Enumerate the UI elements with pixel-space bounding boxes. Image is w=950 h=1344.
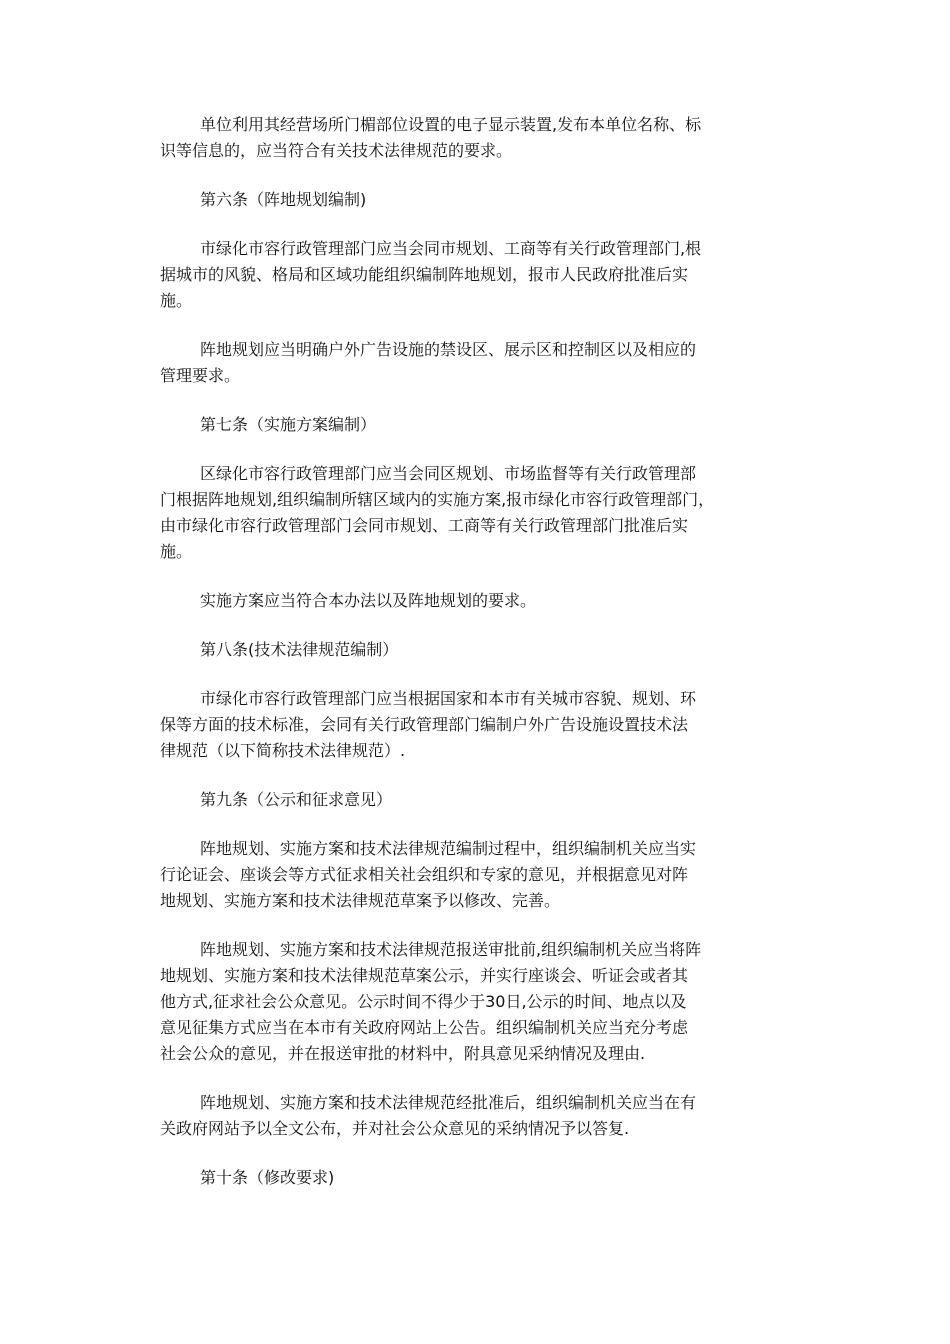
paragraph: 市绿化市容行政管理部门应当根据国家和本市有关城市容貌、规划、环 保等方面的技术标准，会同有关行政管理部门编制户外广告设施设置技术法 律规范（以下简称技术法律规范）. <box>160 689 697 760</box>
article-heading: 第六条（阵地规划编制) <box>200 190 367 209</box>
paragraph: 区绿化市容行政管理部门应当会同区规划、市场监督等有关行政管理部 门根据阵地规划,组织编制所辖区域内的实施方案,报市绿化市容行政管理部门， 由市绿化市容行政管理部门会同市规划、工商等有关行政管理部门批准后实 施。 <box>160 464 715 561</box>
article-heading: 第九条（公示和征求意见） <box>200 790 393 809</box>
document-body <box>160 112 810 1214</box>
article-heading: 第七条（实施方案编制） <box>200 415 377 434</box>
paragraph: 实施方案应当符合本办法以及阵地规划的要求。 <box>200 591 537 610</box>
article-heading: 第八条(技术法律规范编制） <box>200 640 399 659</box>
paragraph: 阵地规划、实施方案和技术法律规范报送审批前,组织编制机关应当将阵 地规划、实施方案和技术法律规范草案公示，并实行座谈会、听证会或者其 他方式,征求社会公众意见。公示时间不得少于30日,公示的时间、地点以及 意见征集方式应当在本市有关政府网站上公告。组织编制机关应当充分考虑 社会公众的意见，并在报送审批的材料中，附具意见采纳情况及理由. <box>160 940 702 1063</box>
article-heading: 第十条（修改要求) <box>200 1168 335 1187</box>
paragraph: 市绿化市容行政管理部门应当会同市规划、工商等有关行政管理部门,根 据城市的风貌、格局和区域功能组织编制阵地规划，报市人民政府批准后实 施。 <box>160 239 702 310</box>
paragraph: 单位利用其经营场所门楣部位设置的电子显示装置,发布本单位名称、标 识等信息的，应当符合有关技术法律规范的要求。 <box>160 115 702 160</box>
paragraph: 阵地规划应当明确户外广告设施的禁设区、展示区和控制区以及相应的 管理要求。 <box>160 340 697 385</box>
paragraph: 阵地规划、实施方案和技术法律规范编制过程中，组织编制机关应当实 行论证会、座谈会等方式征求相关社会组织和专家的意见，并根据意见对阵 地规划、实施方案和技术法律规范草案予以修改、完善。 <box>160 839 697 910</box>
paragraph: 阵地规划、实施方案和技术法律规范经批准后，组织编制机关应当在有 关政府网站予以全文公布，并对社会公众意见的采纳情况予以答复. <box>160 1093 697 1138</box>
